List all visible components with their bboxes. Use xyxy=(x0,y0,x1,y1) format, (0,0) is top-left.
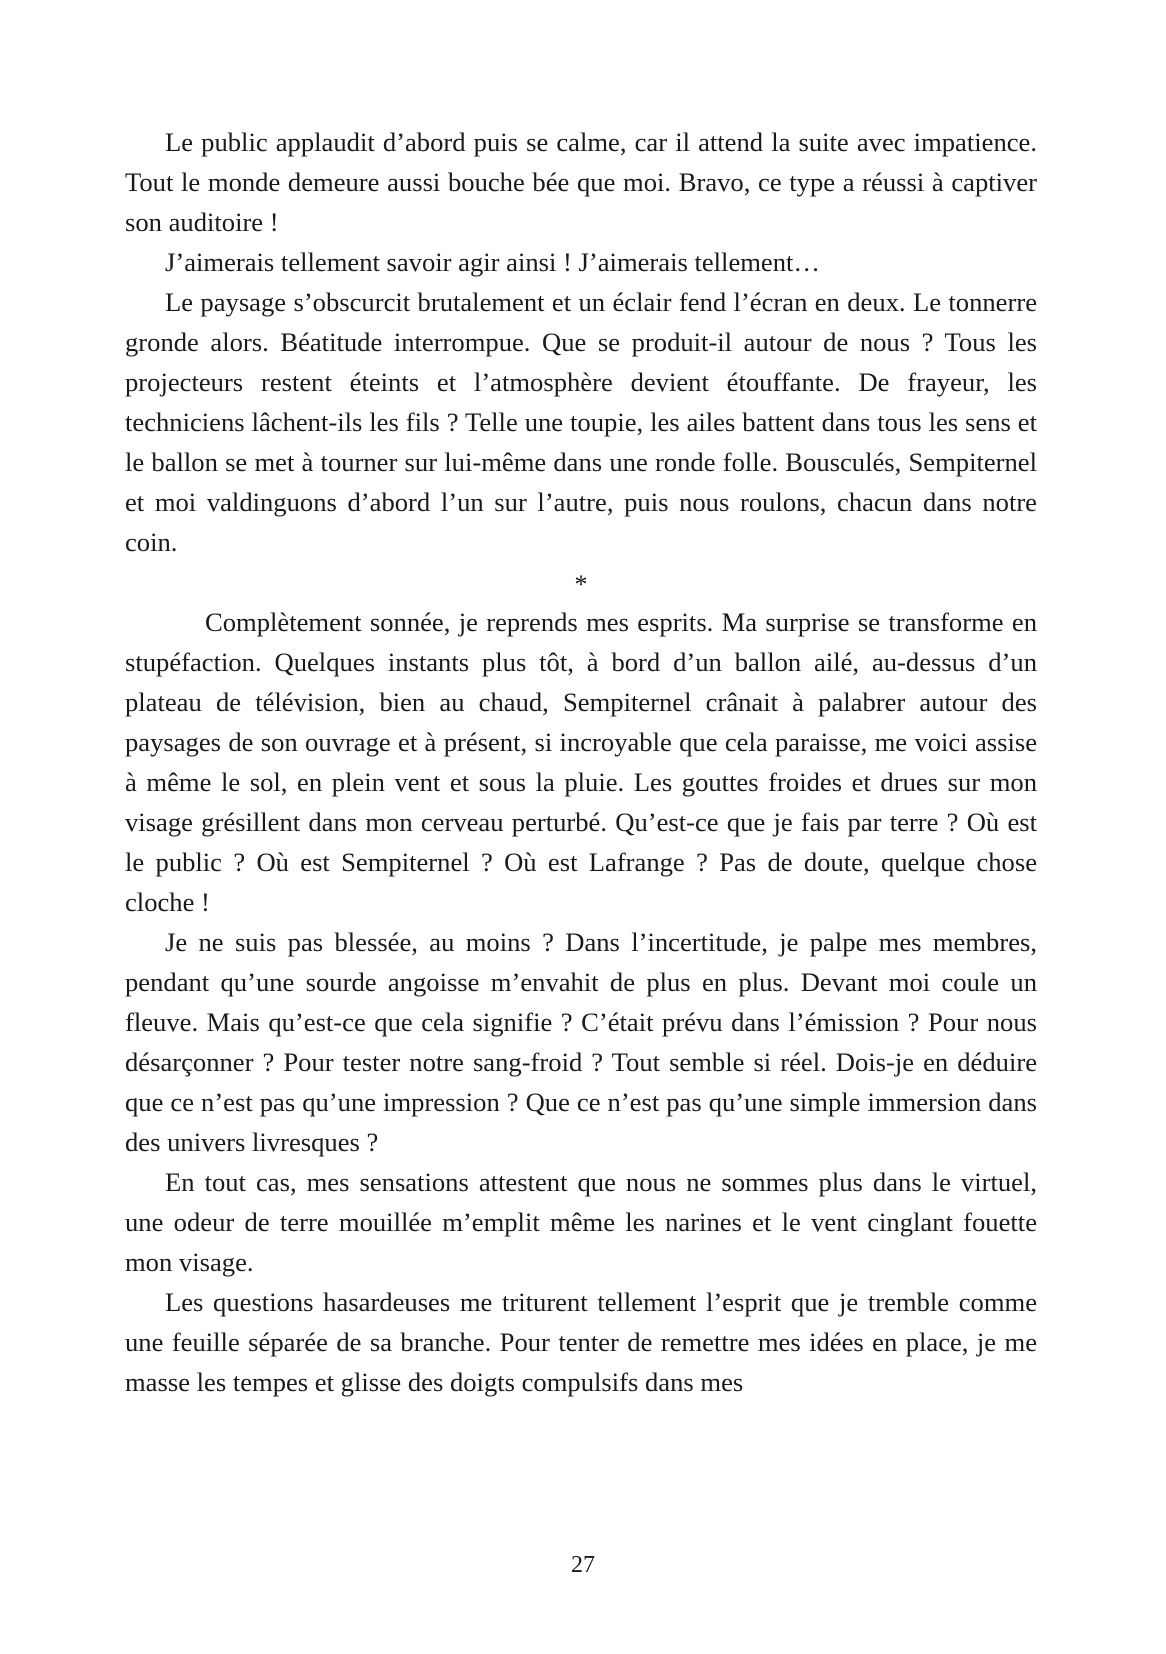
paragraph: Complètement sonnée, je reprends mes esprits. Ma surprise se transforme en stupéfaction. Quelques instants plus tôt, à bord d’un ballon ailé, au-dessus d’un plateau de télévision, bien au chaud, Sempiternel crânait à palabrer autour des paysages de son ouvrage et à présent, si incroyable que cela paraisse, me voici assise à même le sol, en plein vent et sous la pluie. Les gouttes froides et drues sur mon visage grésillent dans mon cerveau perturbé. Qu’est-ce que je fais par terre ? Où est le public ? Où est Sempiternel ? Où est Lafrange ? Pas de doute, quelque chose cloche ! xyxy=(125,607,1037,917)
paragraph: Je ne suis pas blessée, au moins ? Dans l’incertitude, je palpe mes membres, pendant qu’une sourde angoisse m’envahit de plus en plus. Devant moi coule un fleuve. Mais qu’est-ce que cela signifie ? C’était prévu dans l’émission ? Pour nous désarçonner ? Pour tester notre sang-froid ? Tout semble si réel. Dois-je en déduire que ce n’est pas qu’une impression ? Que ce n’est pas qu’une simple immersion dans des univers livresques ? xyxy=(125,927,1037,1157)
paragraph: Le paysage s’obscurcit brutalement et un éclair fend l’écran en deux. Le tonnerre gronde alors. Béatitude interrompue. Que se produit-il autour de nous ? Tous les projecteurs restent éteints et l’atmosphère devient étouffante. De frayeur, les techniciens lâchent-ils les fils ? Telle une toupie, les ailes battent dans tous les sens et le ballon se met à tourner sur lui-même dans une ronde folle. Bousculés, Sempiternel et moi valdinguons d’abord l’un sur l’autre, puis nous roulons, chacun dans notre coin. xyxy=(125,287,1037,557)
paragraph: En tout cas, mes sensations attestent que nous ne sommes plus dans le virtuel, une odeur de terre mouillée m’emplit même les narines et le vent cinglant fouette mon visage. xyxy=(125,1167,1037,1277)
body-text xyxy=(125,122,1037,1402)
paragraph: J’aimerais tellement savoir agir ainsi ! J’aimerais tellement… xyxy=(165,247,821,277)
paragraph: Les questions hasardeuses me triturent tellement l’esprit que je tremble comme une feuille séparée de sa branche. Pour tenter de remettre mes idées en place, je me masse les tempes et glisse des doigts compulsifs dans mes xyxy=(125,1287,1037,1397)
page-number: 27 xyxy=(571,1552,595,1578)
paragraph: Le public applaudit d’abord puis se calme, car il attend la suite avec impatience. Tout le monde demeure aussi bouche bée que moi. Bravo, ce type a réussi à captiver son auditoire ! xyxy=(125,127,1037,237)
section-separator: * xyxy=(574,570,588,599)
